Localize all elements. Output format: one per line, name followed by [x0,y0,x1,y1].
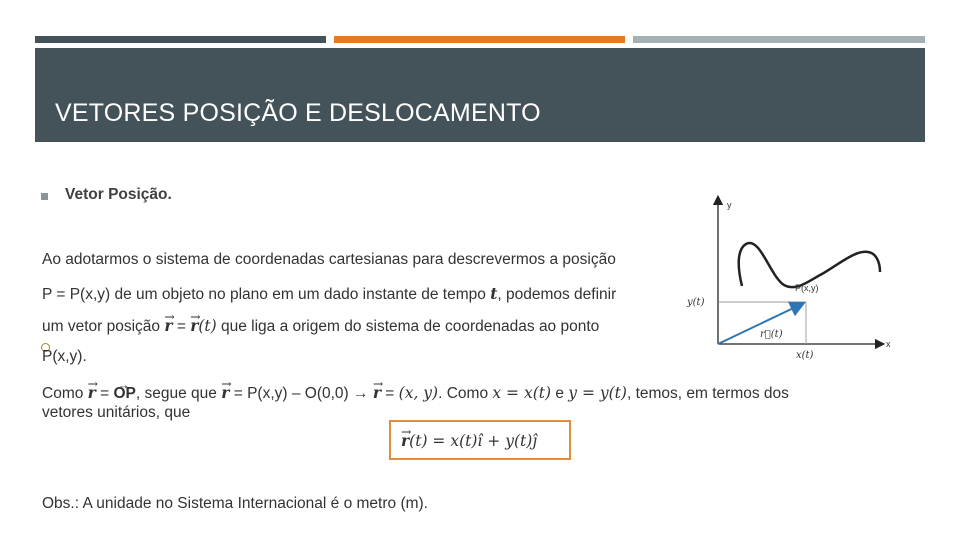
text-run: Ao adotarmos o sistema de coordenadas cartesianas para descrevermos a posição [42,251,616,268]
y-axis-label: y [727,200,732,210]
text-run: um vetor posição [42,318,165,335]
section-heading: Vetor Posição. [65,186,172,203]
vector-r: → r [88,383,96,402]
text-run: P(x,y). [42,348,87,365]
trajectory-curve [739,243,880,287]
text-run: P = P(x,y) de um objeto no plano em um dado instante de tempo [42,286,491,303]
vector-r: → r [373,383,381,402]
vector-r: → r [190,316,198,335]
yt-label: y(t) [687,297,705,308]
formula-text: (t) = x(t)î + y(t)ĵ [409,432,538,450]
rt-label: r⃗(t) [760,329,783,340]
vector-r: → r [164,316,172,335]
vector-r: → r [221,383,229,402]
text-run: Como [42,385,88,402]
math-t: (t) [198,317,217,335]
math-xy: (x, y) [398,384,439,402]
vector-r: → r [401,431,409,450]
text-run: vetores unitários, que [42,404,191,421]
xt-label: x(t) [796,350,814,361]
text-run: = P(x,y) – O(0,0) → [229,385,373,402]
text-run: Obs.: A unidade no Sistema Internacional é o metro (m). [42,495,428,512]
text-run: , podemos definir [497,286,617,303]
text-run: = [172,318,191,335]
vector-op: → OP [114,385,136,402]
text-run: = [95,385,114,402]
math-y: y = y(t) [568,384,627,402]
text-run: = [380,385,399,402]
math-t: t [490,284,498,303]
text-run: , temos, em termos dos [626,385,789,402]
text-run: . Como [438,385,493,402]
math-x: x = x(t) [492,384,552,402]
x-axis-label: x [886,339,891,349]
text-run: e [551,385,569,402]
point-label: P(x,y) [795,283,819,293]
text-run: que liga a origem do sistema de coordenadas ao ponto [216,318,600,335]
slide-title: VETORES POSIÇÃO E DESLOCAMENTO [55,99,541,127]
text-run: , segue que [135,385,222,402]
